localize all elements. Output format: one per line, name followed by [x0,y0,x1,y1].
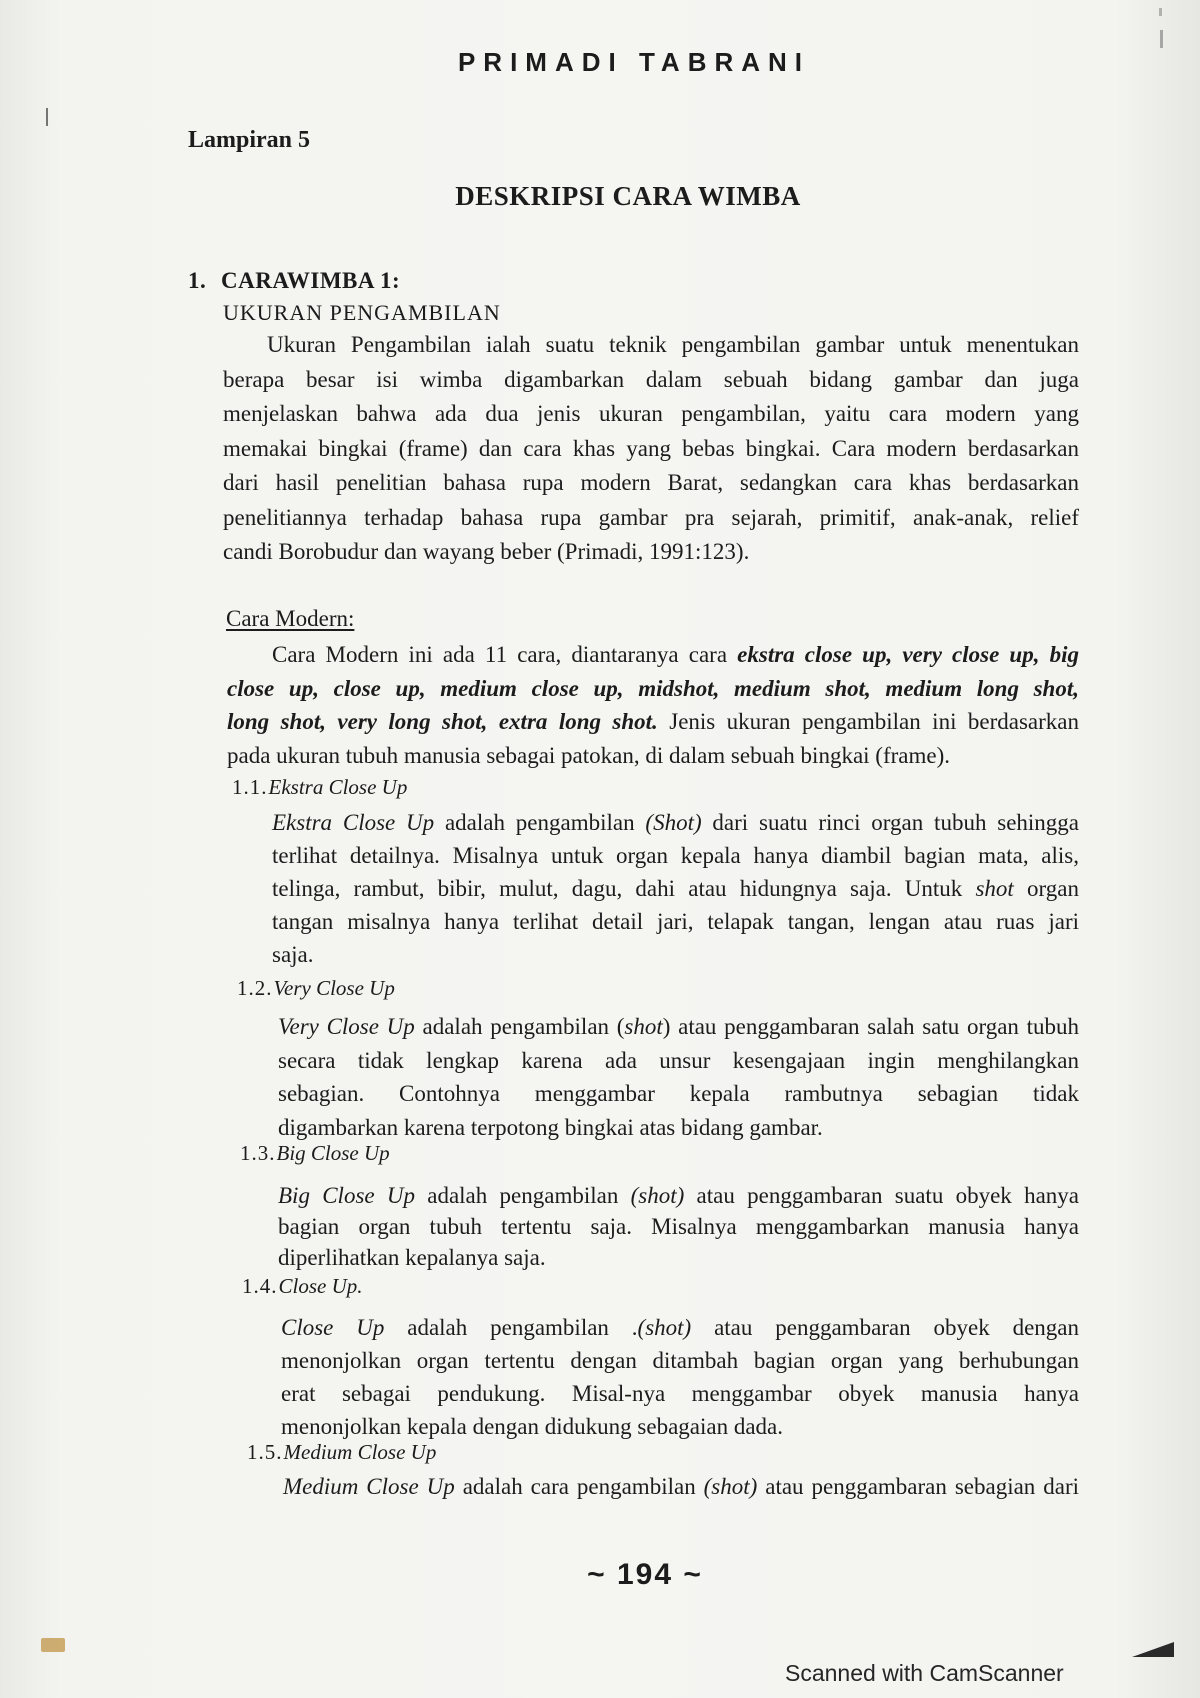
text-run: adalah cara pengambilan [454,1474,704,1499]
paragraph-line [272,938,1079,971]
paragraph-line [272,905,1079,938]
section-heading [188,264,400,298]
text-run: digambarkan karena terpotong bingkai atas bidang gambar. [278,1114,823,1140]
subsection-body-1-1 [272,806,1079,971]
text-run: diperlihatkan kepalanya saja. [278,1245,546,1270]
paragraph-line [281,1311,1079,1344]
text-run: Jenis ukuran pengambilan ini berdasarkan [657,709,1079,734]
text-run: atau penggambaran sebagian dari [757,1474,1079,1499]
paragraph-line [227,739,1079,773]
subsection-number: 1.4. [242,1274,278,1298]
subsection-body-1-5 [283,1470,1079,1504]
text-run: saja. [272,942,314,967]
text-run: menonjolkan kepala dengan didukung sebagaian dada. [281,1414,784,1439]
subsection-body-1-4 [281,1311,1079,1443]
paragraph-line [278,1111,1079,1145]
scan-smudge [1132,1642,1174,1657]
paragraph-line: memakai bingkai (frame) dan cara khas yang bebas bingkai. Cara modern berdasarkan [223,435,1079,461]
paragraph-line [283,1470,1079,1504]
shot-type-terms: ekstra close up, very close up, big [737,642,1079,667]
subsection-heading-1-4 [242,1269,363,1303]
paragraph-line: berapa besar isi wimba digambarkan dalam sebuah bidang gambar dan juga [223,366,1079,392]
text-run: adalah pengambilan [434,810,646,835]
subsection-title: Medium Close Up [283,1440,437,1464]
italic-term: (shot) [637,1315,692,1340]
section-number: 1. [188,268,207,293]
text-run: tangan misalnya hanya terlihat detail jari, telapak tangan, lengan atau ruas jari [272,909,1079,934]
scan-smudge [41,1638,65,1652]
paragraph-line [278,1010,1079,1044]
paragraph-line [278,1180,1079,1211]
subsection-body-1-2 [278,1010,1079,1144]
paragraph-line [227,705,1079,739]
text-run: telinga, rambut, bibir, mulut, dagu, dahi atau hidungnya saja. Untuk [272,876,976,901]
text-run: erat sebagai pendukung. Misal-nya menggambar obyek manusia hanya [281,1381,1079,1406]
italic-term: shot [975,876,1014,901]
scan-mark [1159,8,1162,16]
subsection-title: Close Up. [278,1274,363,1298]
text-run: organ [1013,876,1079,901]
text-run: dari suatu rinci organ tubuh sehingga [701,810,1080,835]
subsection-title: Big Close Up [276,1141,390,1165]
italic-term: (Shot) [645,810,702,835]
shot-type-terms: long shot, very long shot, extra long shot. [227,709,658,734]
italic-term: shot [624,1014,663,1039]
subsection-title: Ekstra Close Up [268,775,408,799]
text-run: ) atau penggambaran salah satu organ tubuh [662,1014,1080,1039]
scan-mark [1160,30,1163,48]
appendix-label: Lampiran 5 [188,127,311,153]
scan-mark [46,108,48,126]
italic-term: (shot) [630,1183,685,1208]
text-run: sebagian. Contohnya menggambar kepala rambutnya sebagian tidak [278,1081,1079,1106]
paragraph-line: penelitiannya terhadap bahasa rupa gambar pra sejarah, primitif, anak-anak, relief [223,504,1079,530]
text-run: secara tidak lengkap karena ada unsur kesengajaan ingin menghilangkan [278,1047,1079,1073]
section-heading-text: CARAWIMBA 1: [221,268,401,293]
italic-term: (shot) [703,1474,758,1499]
paragraph-line: dari hasil penelitian bahasa rupa modern Barat, sedangkan cara khas berdasarkan [223,470,1079,495]
subsection-number: 1.3. [240,1141,276,1165]
italic-term: Ekstra Close Up [272,810,435,835]
paragraph-line [227,672,1079,706]
subsection-heading-1-1 [232,770,407,804]
cara-modern-heading: Cara Modern: [226,606,355,631]
shot-type-terms: close up, close up, medium close up, midshot, medium shot, medium long shot, [227,675,1079,701]
text-run: atau penggambaran suatu obyek hanya [684,1183,1079,1208]
paragraph-line [278,1242,1079,1273]
paragraph-line: menjelaskan bahwa ada dua jenis ukuran pengambilan, yaitu cara modern yang [223,401,1079,426]
paragraph-line [272,806,1079,839]
text-run: terlihat detailnya. Misalnya untuk organ kepala hanya diambil bagian mata, alis, [272,843,1079,868]
subsection-number: 1.2. [237,976,273,1000]
text-run: adalah pengambilan [414,1183,631,1208]
paragraph-line [278,1044,1079,1078]
text-run: Cara Modern ini ada 11 cara, diantaranya cara [272,642,738,667]
paragraph-line [272,839,1079,872]
document-title: DESKRIPSI CARA WIMBA [455,181,801,211]
subsection-body-1-3 [278,1180,1079,1273]
text-run: adalah pengambilan ( [414,1014,625,1039]
paragraph-line [281,1344,1079,1377]
book-author-header: PRIMADI TABRANI [457,47,811,77]
subsection-number: 1.5. [247,1440,283,1464]
text-run: atau penggambaran obyek dengan [691,1315,1080,1340]
intro-paragraph [223,328,1079,570]
subsection-heading-1-5 [247,1435,436,1469]
subsection-title: Very Close Up [273,976,395,1000]
italic-term: Very Close Up [278,1014,415,1039]
subsection-heading-1-3 [240,1136,390,1170]
subsection-heading-1-2 [237,971,395,1005]
italic-term: Medium Close Up [283,1474,455,1499]
section-subheading: UKURAN PENGAMBILAN [223,300,501,325]
text-run: menonjolkan organ tertentu dengan ditambah bagian organ yang berhubungan [281,1348,1079,1373]
paragraph-line: Ukuran Pengambilan ialah suatu teknik pengambilan gambar untuk menentukan [267,332,1079,357]
paragraph-line [281,1377,1079,1410]
paragraph-line [278,1077,1079,1111]
text-run: pada ukuran tubuh manusia sebagai patokan, di dalam sebuah bingkai (frame). [227,742,950,768]
text-run: adalah pengambilan . [384,1315,638,1340]
cara-modern-paragraph [227,638,1079,772]
paragraph-line: candi Borobudur dan wayang beber (Primadi, 1991:123). [223,539,750,564]
page-number: ~ 194 ~ [587,1558,703,1591]
paragraph-line [278,1211,1079,1242]
text-run: bagian organ tubuh tertentu saja. Misalnya menggambarkan manusia hanya [278,1214,1079,1239]
scanner-watermark: Scanned with CamScanner [785,1660,1064,1686]
paragraph-line [272,872,1079,905]
italic-term: Close Up [281,1315,385,1340]
italic-term: Big Close Up [278,1183,415,1208]
subsection-number: 1.1. [232,775,268,799]
paragraph-line [227,638,1079,672]
